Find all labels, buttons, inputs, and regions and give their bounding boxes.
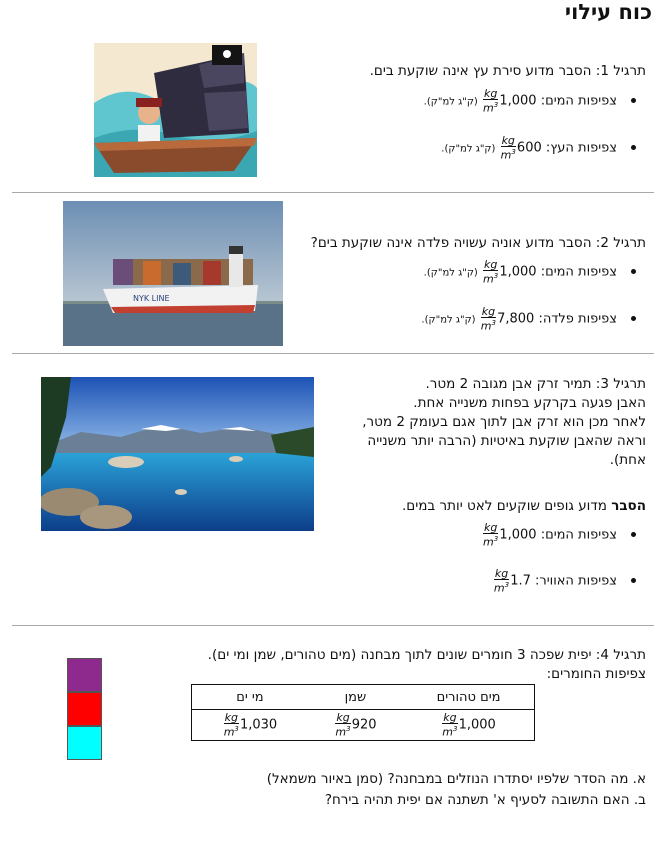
- value: 1,000: [499, 527, 537, 543]
- ex3-line-1: תרגיל 3: תמיר זרק אבן מגובה 2 מטר.: [425, 376, 646, 392]
- table-header-row: [192, 685, 535, 710]
- label: צפיפות פלדה:: [538, 311, 617, 327]
- value-sea-water: 1,030 $\frac{kg}{m^3}$: [192, 710, 308, 741]
- label: צפיפות המים:: [540, 527, 617, 543]
- table-value-row: [192, 710, 535, 741]
- value: 1.7: [510, 573, 531, 589]
- header-oil: שמן: [308, 685, 403, 710]
- ex2-water-density: [424, 259, 636, 285]
- unit-fraction: $\frac{kg}{m^3}$: [483, 258, 499, 286]
- label: צפיפות העץ:: [545, 140, 617, 156]
- value: 1,000: [499, 264, 537, 280]
- value: 7,800: [497, 311, 535, 327]
- ex4-question: תרגיל 4: יפית שפכה 3 חומרים שונים לתוך מבחנה (מים טהורים, שמן ומי ים).: [207, 647, 646, 663]
- ex3-line-5: אחת).: [609, 452, 646, 468]
- ex2-question: תרגיל 2: הסבר מדוע אוניה עשויה פלדה אינה שוקעת בים?: [310, 235, 646, 251]
- ex1-wood-density: [441, 135, 636, 161]
- section-divider: [12, 625, 654, 626]
- ex4-densities-label: צפיפות החומרים:: [546, 666, 646, 682]
- unit-note: (ק"ג למ"ק).: [421, 314, 476, 326]
- ex3-air-density: [493, 568, 636, 594]
- value-pure-water: 1,000 $\frac{kg}{m^3}$: [403, 710, 534, 741]
- section-divider: [12, 353, 654, 354]
- explain-rest: מדוע גופים שוקעים לאט יותר במים.: [401, 498, 612, 514]
- ex1-question: תרגיל 1: הסבר מדוע סירת עץ אינה שוקעת בים.: [369, 63, 646, 79]
- liquid-layer[interactable]: [67, 692, 102, 726]
- ex3-line-4: וראה שהאבן שוקעת באיטיות (הרבה יותר משנייה: [367, 433, 646, 449]
- ex3-line-2: האבן פגעה בקרקע בפחות משנייה אחת.: [413, 395, 646, 411]
- header-sea-water: מי ים: [192, 685, 308, 710]
- unit-fraction: $\frac{kg}{m^3}$: [500, 134, 516, 162]
- explain-bold: הסבר: [611, 498, 646, 514]
- value-oil: 920 $\frac{kg}{m^3}$: [308, 710, 403, 741]
- lake-photo: [41, 377, 314, 531]
- ship-hull-text: NYK LINE: [133, 294, 170, 303]
- bullet-dot: [631, 269, 636, 274]
- ex1-water-density: [424, 88, 636, 114]
- liquid-layer[interactable]: [67, 658, 102, 692]
- densities-table: [191, 684, 535, 741]
- ex4-question-b: ב. האם התשובה לסעיף א' תשתנה אם יפית תהיה בירח?: [324, 792, 646, 808]
- unit-fraction: $\frac{kg}{m^3}$: [483, 521, 499, 549]
- container-ship-photo: [63, 201, 283, 346]
- unit-fraction: $\frac{kg}{m^3}$: [483, 87, 499, 115]
- pirate-boat-illustration: [94, 43, 257, 177]
- label: צפיפות המים:: [540, 264, 617, 280]
- bullet-dot: [631, 98, 636, 103]
- ex3-explain: [402, 497, 646, 515]
- value: 600: [516, 140, 542, 156]
- label: צפיפות האוויר:: [535, 573, 617, 589]
- bullet-dot: [631, 578, 636, 583]
- unit-fraction: $\frac{kg}{m^3}$: [493, 567, 510, 595]
- unit-fraction: $\frac{kg}{m^3}$: [480, 305, 496, 333]
- page-title: כוח עילוי: [564, 0, 652, 24]
- liquid-layer[interactable]: [67, 726, 102, 760]
- bullet-dot: [631, 145, 636, 150]
- ex3-water-density: [482, 522, 636, 548]
- unit-note: (ק"ג למ"ק).: [441, 143, 496, 155]
- unit-note: (ק"ג למ"ק).: [423, 96, 478, 108]
- ex4-question-a: א. מה הסדר שלפיו יסתדרו הנוזלים במבחנה? (סמן באיור משמאל): [266, 771, 646, 787]
- value: 1,000: [499, 93, 537, 109]
- bullet-dot: [631, 316, 636, 321]
- section-divider: [12, 192, 654, 193]
- label: צפיפות המים:: [540, 93, 617, 109]
- bullet-dot: [631, 532, 636, 537]
- header-pure-water: מים טהורים: [403, 685, 534, 710]
- ex3-line-3: לאחר מכן הוא זרק אבן לתוך אגם בעומק 2 מטר,: [362, 414, 646, 430]
- unit-note: (ק"ג למ"ק).: [423, 267, 478, 279]
- ex2-steel-density: [421, 306, 636, 332]
